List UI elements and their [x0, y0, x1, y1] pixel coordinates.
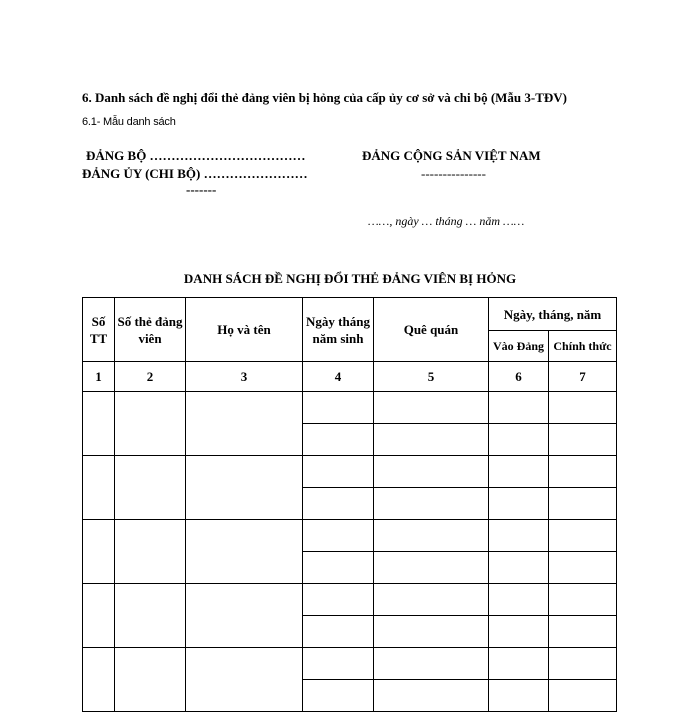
- hometown-cell[interactable]: [374, 488, 489, 520]
- joined-date-cell[interactable]: [489, 488, 549, 520]
- official-date-cell[interactable]: [549, 424, 617, 456]
- table-row: [83, 520, 617, 552]
- party-committee-line: ĐẢNG BỘ ………………………………: [86, 148, 306, 163]
- header-birth-date: Ngày tháng năm sinh: [303, 298, 374, 362]
- hometown-cell[interactable]: [374, 616, 489, 648]
- hometown-cell[interactable]: [374, 456, 489, 488]
- table-title: DANH SÁCH ĐỀ NGHỊ ĐỔI THẺ ĐẢNG VIÊN BỊ HỎNG: [183, 271, 517, 286]
- official-date-cell[interactable]: [549, 488, 617, 520]
- header-hometown: Quê quán: [374, 298, 489, 362]
- hometown-cell[interactable]: [374, 552, 489, 584]
- birth-date-cell[interactable]: [303, 456, 374, 488]
- column-number: 6: [489, 362, 549, 392]
- party-cell-line: ĐẢNG ỦY (CHI BỘ) ……………………: [82, 166, 308, 181]
- joined-date-cell[interactable]: [489, 584, 549, 616]
- table-row: [83, 456, 617, 488]
- full-name-cell[interactable]: [186, 392, 303, 456]
- right-header-divider: ---------------: [421, 166, 486, 181]
- card-number-cell[interactable]: [115, 648, 186, 712]
- official-date-cell[interactable]: [549, 552, 617, 584]
- full-name-cell[interactable]: [186, 648, 303, 712]
- full-name-cell[interactable]: [186, 584, 303, 648]
- card-number-cell[interactable]: [115, 584, 186, 648]
- header-official: Chính thức: [549, 331, 617, 362]
- table-row: [83, 648, 617, 680]
- joined-date-cell[interactable]: [489, 456, 549, 488]
- party-name: ĐẢNG CỘNG SẢN VIỆT NAM: [362, 148, 541, 163]
- stt-cell[interactable]: [83, 520, 115, 584]
- official-date-cell[interactable]: [549, 680, 617, 712]
- full-name-cell[interactable]: [186, 520, 303, 584]
- joined-date-cell[interactable]: [489, 520, 549, 552]
- birth-date-cell[interactable]: [303, 520, 374, 552]
- section-subheading: 6.1- Mẫu danh sách: [82, 116, 176, 128]
- birth-date-cell[interactable]: [303, 616, 374, 648]
- hometown-cell[interactable]: [374, 392, 489, 424]
- birth-date-cell[interactable]: [303, 552, 374, 584]
- card-number-cell[interactable]: [115, 520, 186, 584]
- joined-date-cell[interactable]: [489, 552, 549, 584]
- header-card-number: Số thẻ đảng viên: [115, 298, 186, 362]
- column-number: 2: [115, 362, 186, 392]
- stt-cell[interactable]: [83, 584, 115, 648]
- table-header-row: [83, 298, 617, 331]
- column-number: 5: [374, 362, 489, 392]
- birth-date-cell[interactable]: [303, 424, 374, 456]
- official-date-cell[interactable]: [549, 616, 617, 648]
- hometown-cell[interactable]: [374, 424, 489, 456]
- column-number: 4: [303, 362, 374, 392]
- table-row: [83, 392, 617, 424]
- date-line: ……, ngày … tháng … năm ……: [368, 214, 525, 228]
- member-list-table: [82, 297, 617, 712]
- hometown-cell[interactable]: [374, 584, 489, 616]
- birth-date-cell[interactable]: [303, 392, 374, 424]
- header-stt: Số TT: [83, 298, 115, 362]
- header-joined: Vào Đảng: [489, 331, 549, 362]
- joined-date-cell[interactable]: [489, 616, 549, 648]
- column-number: 3: [186, 362, 303, 392]
- joined-date-cell[interactable]: [489, 424, 549, 456]
- hometown-cell[interactable]: [374, 648, 489, 680]
- birth-date-cell[interactable]: [303, 680, 374, 712]
- table-row: [83, 584, 617, 616]
- joined-date-cell[interactable]: [489, 680, 549, 712]
- joined-date-cell[interactable]: [489, 648, 549, 680]
- birth-date-cell[interactable]: [303, 584, 374, 616]
- stt-cell[interactable]: [83, 648, 115, 712]
- column-number: 1: [83, 362, 115, 392]
- official-date-cell[interactable]: [549, 392, 617, 424]
- header-date-group: Ngày, tháng, năm: [489, 298, 617, 331]
- stt-cell[interactable]: [83, 392, 115, 456]
- stt-cell[interactable]: [83, 456, 115, 520]
- card-number-cell[interactable]: [115, 392, 186, 456]
- official-date-cell[interactable]: [549, 456, 617, 488]
- official-date-cell[interactable]: [549, 520, 617, 552]
- card-number-cell[interactable]: [115, 456, 186, 520]
- full-name-cell[interactable]: [186, 456, 303, 520]
- hometown-cell[interactable]: [374, 520, 489, 552]
- section-heading: 6. Danh sách đề nghị đổi thẻ đảng viên bị hỏng của cấp ủy cơ sở và chi bộ (Mẫu 3-TĐV): [82, 90, 568, 105]
- joined-date-cell[interactable]: [489, 392, 549, 424]
- official-date-cell[interactable]: [549, 648, 617, 680]
- birth-date-cell[interactable]: [303, 488, 374, 520]
- column-number-row: [83, 362, 617, 392]
- official-date-cell[interactable]: [549, 584, 617, 616]
- birth-date-cell[interactable]: [303, 648, 374, 680]
- left-header-divider: -------: [186, 182, 217, 197]
- column-number: 7: [549, 362, 617, 392]
- hometown-cell[interactable]: [374, 680, 489, 712]
- header-full-name: Họ và tên: [186, 298, 303, 362]
